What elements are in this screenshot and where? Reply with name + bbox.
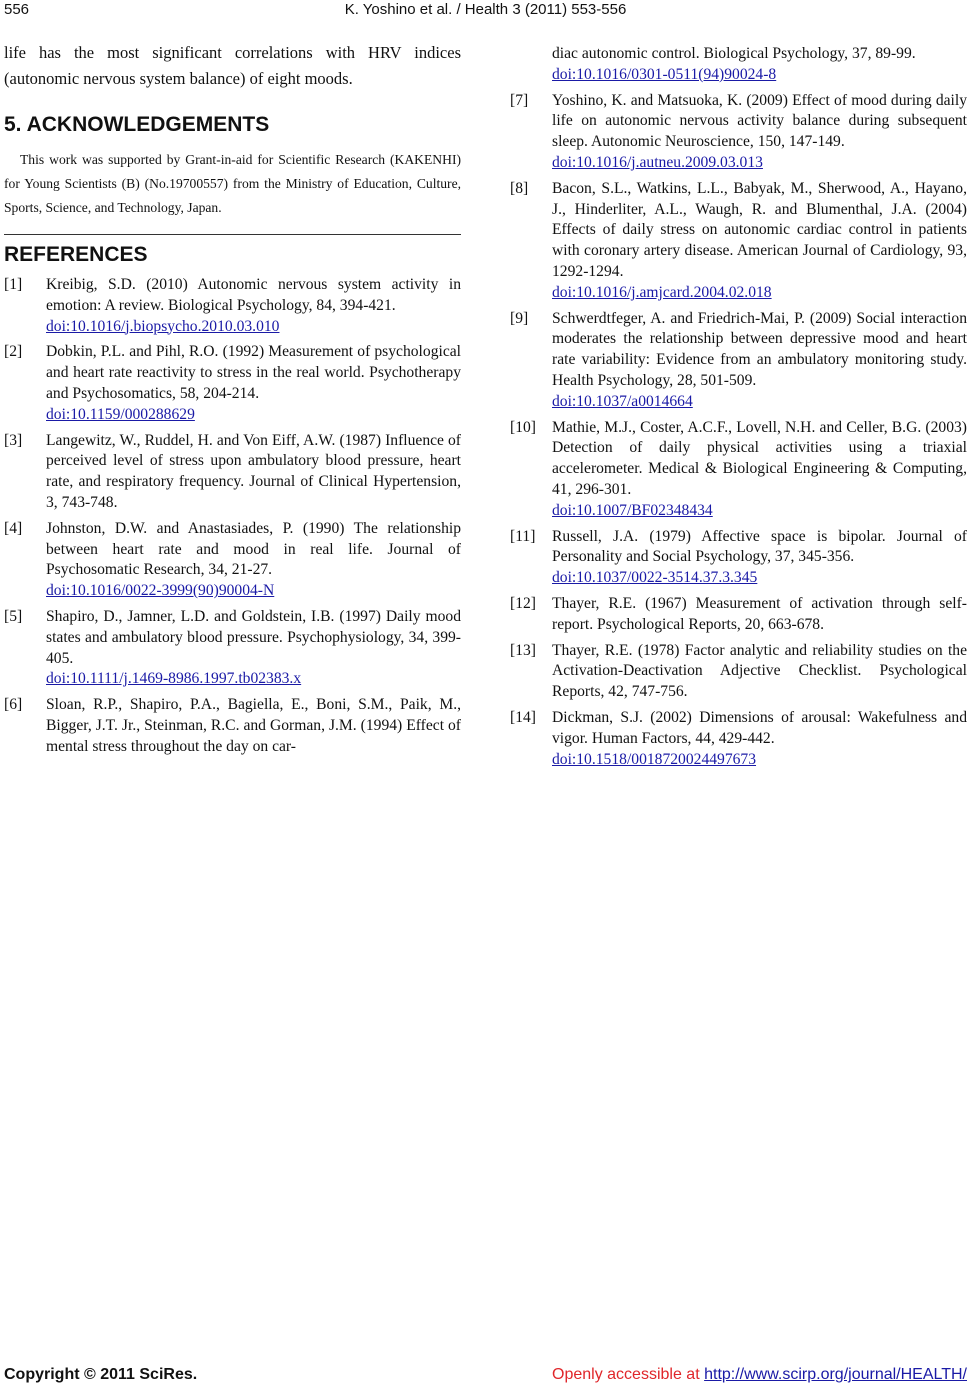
reference-item [4,695,461,757]
reference-text: Sloan, R.P., Shapiro, P.A., Bagiella, E., Boni, S.M., Paik, M., Bigger, J.T. Jr., Steinman, R.C. and Gorman, J.M. (1994) Effect of mental stress throughout the day on car- [46,696,461,755]
doi-link[interactable]: doi:10.1007/BF02348434 [552,501,713,519]
references-list-right [510,44,967,770]
reference-text: Langewitz, W., Ruddel, H. and Von Eiff, A.W. (1987) Influence of perceived level of stress upon ambulatory blood pressure, heart rate, and respiratory frequency. Journal of Clinical Hypertension, 3, 743-748. [46,431,461,511]
reference-item [510,708,967,770]
reference-text: Johnston, D.W. and Anastasiades, P. (1990) The relationship between heart rate and mood in real life. Journal of Psychosomatic Research, 34, 21-27. [46,519,461,579]
reference-item [510,527,967,589]
reference-text: Thayer, R.E. (1978) Factor analytic and reliability studies on the Activation-Deactivation Adjective Checklist. Psychological Reports, 42, 747-756. [552,641,967,701]
reference-text: Russell, J.A. (1979) Affective space is bipolar. Journal of Personality and Social Psychology, 37, 345-356. [552,527,967,566]
reference-number: [10] [510,418,536,436]
reference-text: Bacon, S.L., Watkins, L.L., Babyak, M., Sherwood, A., Hayano, J., Hinderliter, A.L., Waugh, R. and Blumenthal, J.A. (2004) Effects of daily stress on autonomic cardiac control in patients with coronary artery disease. American Journal of Cardiology, 93, 1292-1294. [552,179,967,280]
doi-link[interactable]: doi:10.1037/0022-3514.37.3.345 [552,569,758,587]
references-heading: REFERENCES [4,243,148,266]
reference-number: [9] [510,309,529,327]
page-footer [0,1366,971,1388]
reference-item [510,91,967,174]
acknowledgements-text: This work was supported by Grant-in-aid for Scientific Research (KAKENHI) for Young Scientists (B) (No.19700557) from the Ministry of Education, Culture, Sports, Science, and Technology, Japan. [4,152,461,215]
doi-link[interactable]: doi:10.1016/j.biopsycho.2010.03.010 [46,317,280,335]
reference-number: [11] [510,527,536,545]
reference-number: [1] [4,276,23,293]
section-divider [4,234,461,235]
reference-text: diac autonomic control. Biological Psychology, 37, 89-99. [552,45,916,62]
reference-item [510,641,967,703]
reference-number: [13] [510,641,536,659]
reference-number: [6] [4,696,23,714]
reference-number: [8] [510,179,529,197]
doi-link[interactable]: doi:10.1016/j.amjcard.2004.02.018 [552,283,772,301]
open-access-notice [552,1366,967,1384]
page-number: 556 [4,1,30,18]
open-access-label: Openly accessible at [552,1366,700,1383]
reference-number: [2] [4,343,23,361]
doi-link[interactable]: doi:10.1159/000288629 [46,405,195,423]
doi-link[interactable]: doi:10.1016/0022-3999(90)90004-N [46,582,275,600]
reference-number: [3] [4,431,23,449]
reference-number: [12] [510,594,536,612]
doi-link[interactable]: doi:10.1111/j.1469-8986.1997.tb02383.x [46,670,302,688]
reference-number: [7] [510,91,529,109]
reference-item [4,431,461,514]
reference-text: Dickman, S.J. (2002) Dimensions of arousal: Wakefulness and vigor. Human Factors, 44, 429-442. [552,708,967,747]
reference-text: Shapiro, D., Jamner, L.D. and Goldstein, I.B. (1997) Daily mood states and ambulatory blood pressure. Psychophysiology, 34, 399-405. [46,607,461,667]
reference-item [510,179,967,304]
acknowledgements-heading: 5. ACKNOWLEDGEMENTS [4,113,270,136]
reference-number: [14] [510,708,536,726]
reference-item [4,607,461,690]
reference-text: Thayer, R.E. (1967) Measurement of activation through self-report. Psychological Reports, 20, 663-678. [552,594,967,633]
reference-text: Mathie, M.J., Coster, A.C.F., Lovell, N.H. and Celler, B.G. (2003) Detection of daily physical activities using a triaxial accelerometer. Medical & Biological Engineering & Computing, 41, 296-301. [552,418,967,498]
reference-text: Schwerdtfeger, A. and Friedrich-Mai, P. (2009) Social interaction moderates the relationship between depressive mood and heart rate variability: Evidence from an ambulatory monitoring study. Health Psychology, 28, 501-509. [552,309,967,389]
reference-item [510,594,967,636]
reference-continuation [510,44,967,86]
right-column [510,44,967,775]
intro-paragraph: life has the most significant correlations with HRV indices (autonomic nervous system balance) of eight moods. [4,43,461,88]
reference-text: Kreibig, S.D. (2010) Autonomic nervous system activity in emotion: A review. Biological Psychology, 84, 394-421. [46,276,461,314]
doi-link[interactable]: doi:10.1518/0018720024497673 [552,750,757,768]
doi-link[interactable]: doi:10.1037/a0014664 [552,392,693,410]
copyright-notice: Copyright © 2011 SciRes. [4,1366,198,1383]
left-column [4,40,461,763]
doi-link[interactable]: doi:10.1016/0301-0511(94)90024-8 [552,65,777,83]
reference-item [4,342,461,425]
running-head: K. Yoshino et al. / Health 3 (2011) 553-556 [344,1,627,18]
references-list-left [4,275,461,758]
reference-text: Yoshino, K. and Matsuoka, K. (2009) Effect of mood during daily life on autonomic nervous activity balance during subsequent sleep. Autonomic Neuroscience, 150, 147-149. [552,91,967,151]
reference-number: [5] [4,607,23,625]
reference-number: [4] [4,519,23,537]
reference-text: Dobkin, P.L. and Pihl, R.O. (1992) Measurement of psychological and heart rate reactivity to stress in the real world. Psychotherapy and Psychosomatics, 58, 204-214. [46,343,461,402]
reference-item [510,309,967,413]
page-header [0,0,971,22]
doi-link[interactable]: doi:10.1016/j.autneu.2009.03.013 [552,153,763,171]
journal-url-link[interactable]: http://www.scirp.org/journal/HEALTH/ [704,1366,967,1383]
reference-item [4,275,461,337]
reference-item [4,519,461,602]
reference-item [510,418,967,522]
